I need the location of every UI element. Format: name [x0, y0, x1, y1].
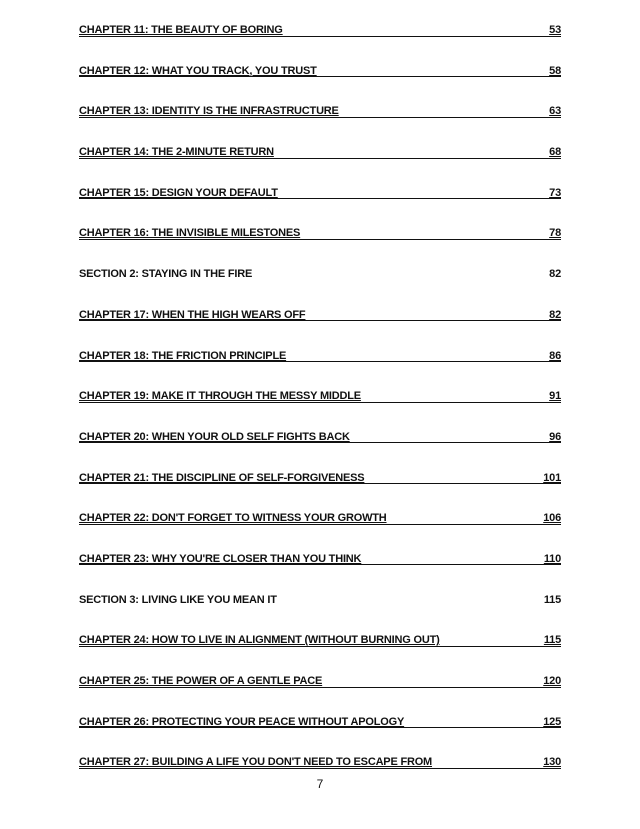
toc-entry-page: 130 [543, 756, 561, 769]
toc-chapter-entry[interactable] [79, 224, 561, 265]
toc-entry-title: CHAPTER 19: MAKE IT THROUGH THE MESSY MIDDLE [79, 390, 361, 403]
toc-entry-title: CHAPTER 23: WHY YOU'RE CLOSER THAN YOU THINK [79, 552, 362, 565]
toc-entry-title: CHAPTER 14: THE 2-MINUTE RETURN [79, 146, 274, 159]
toc-entry-title: CHAPTER 21: THE DISCIPLINE OF SELF-FORGIVENESS [79, 471, 365, 484]
toc-entry-page: 68 [549, 146, 561, 159]
toc-entry-page: 125 [543, 715, 561, 728]
toc-entry-title: CHAPTER 12: WHAT YOU TRACK, YOU TRUST [79, 64, 317, 77]
toc-entry-page: 73 [549, 186, 561, 199]
toc-entry-title: CHAPTER 25: THE POWER OF A GENTLE PACE [79, 675, 323, 687]
toc-chapter-entry[interactable] [79, 143, 561, 184]
toc-entry-page: 82 [549, 268, 561, 281]
toc-entry-page: 58 [549, 64, 561, 77]
toc-entry-page: 82 [549, 308, 561, 321]
toc-entry-title: CHAPTER 15: DESIGN YOUR DEFAULT [79, 186, 278, 199]
toc-entry-title: SECTION 3: LIVING LIKE YOU MEAN IT [79, 593, 277, 606]
toc-entry-page: 91 [549, 390, 561, 403]
toc-entry-title: CHAPTER 26: PROTECTING YOUR PEACE WITHOUT APOLOGY [79, 715, 405, 728]
toc-entry-page: 115 [543, 593, 561, 606]
toc-chapter-entry[interactable] [79, 469, 561, 510]
toc-chapter-entry[interactable] [79, 306, 561, 347]
toc-entry-page: 53 [549, 24, 561, 36]
toc-chapter-entry[interactable] [79, 347, 561, 388]
toc-chapter-entry[interactable] [79, 387, 561, 428]
page-number: 7 [316, 777, 324, 791]
toc-entry-title: CHAPTER 20: WHEN YOUR OLD SELF FIGHTS BACK [79, 430, 350, 443]
toc-entry-page: 86 [549, 349, 561, 362]
toc-section-entry[interactable] [79, 265, 561, 306]
toc-entry-page: 63 [549, 105, 561, 118]
toc-entry-title: CHAPTER 16: THE INVISIBLE MILESTONES [79, 227, 301, 240]
toc-chapter-entry[interactable] [79, 428, 561, 469]
toc-chapter-entry[interactable] [79, 509, 561, 550]
toc-entry-page: 96 [549, 430, 561, 443]
toc-entry-page: 115 [543, 634, 561, 647]
toc-entry-title: CHAPTER 18: THE FRICTION PRINCIPLE [79, 349, 287, 362]
toc-entry-title: CHAPTER 17: WHEN THE HIGH WEARS OFF [79, 308, 306, 321]
toc-entry-title: CHAPTER 24: HOW TO LIVE IN ALIGNMENT (WITHOUT BURNING OUT) [79, 634, 440, 647]
toc-entry-title: CHAPTER 11: THE BEAUTY OF BORING [79, 24, 283, 36]
toc-entry-title: CHAPTER 27: BUILDING A LIFE YOU DON'T NEED TO ESCAPE FROM [79, 756, 433, 769]
toc-entry-page: 78 [549, 227, 561, 240]
toc-chapter-entry[interactable] [79, 550, 561, 591]
toc-chapter-entry[interactable] [79, 631, 561, 672]
toc-entry-page: 101 [543, 471, 561, 484]
toc-chapter-entry[interactable] [79, 62, 561, 103]
toc-chapter-entry[interactable] [79, 713, 561, 754]
toc-entry-page: 106 [543, 512, 561, 525]
toc-entry-page: 120 [543, 675, 561, 687]
table-of-contents [79, 21, 561, 794]
toc-chapter-entry[interactable] [79, 102, 561, 143]
toc-chapter-entry[interactable] [79, 21, 561, 62]
toc-chapter-entry[interactable] [79, 184, 561, 225]
toc-section-entry[interactable] [79, 591, 561, 632]
toc-entry-page: 110 [543, 552, 561, 565]
toc-entry-title: SECTION 2: STAYING IN THE FIRE [79, 268, 253, 281]
toc-entry-title: CHAPTER 13: IDENTITY IS THE INFRASTRUCTURE [79, 105, 339, 118]
toc-chapter-entry[interactable] [79, 672, 561, 713]
toc-entry-title: CHAPTER 22: DON'T FORGET TO WITNESS YOUR GROWTH [79, 512, 387, 525]
